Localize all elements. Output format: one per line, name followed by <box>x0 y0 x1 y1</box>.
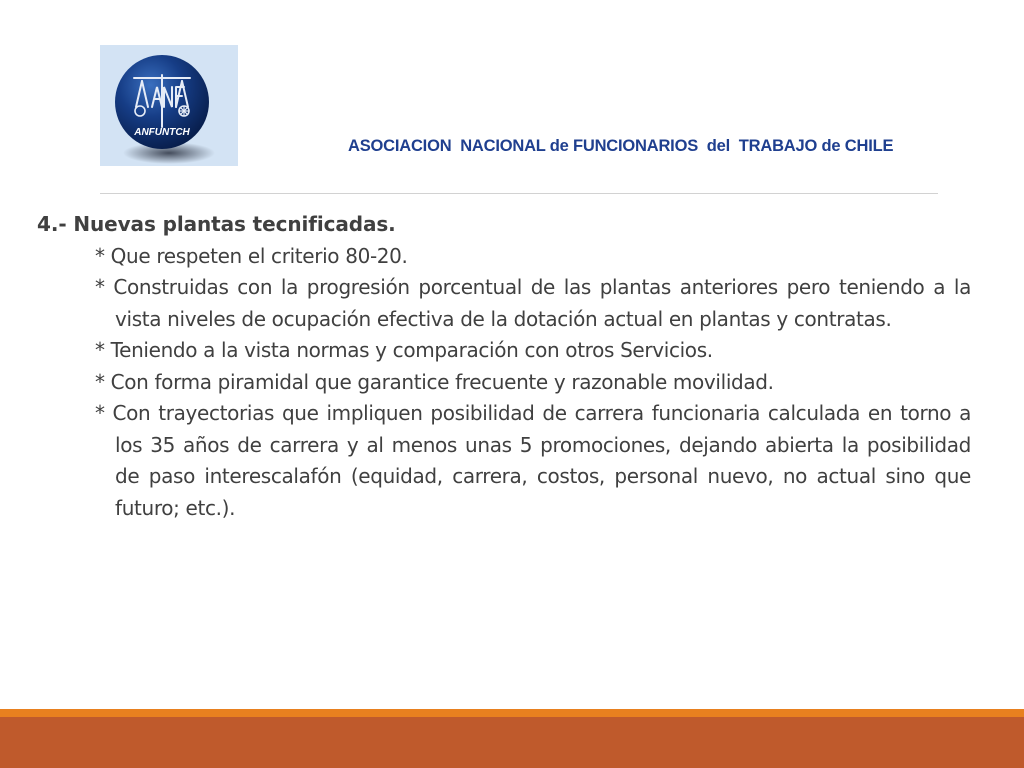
bullet-item: * Con trayectorias que impliquen posibilidad de carrera funcionaria calculada en torno a los 35 años de carrera y al menos unas 5 promociones, dejando abierta la posibilidad de paso interescalafón (equidad, carrera, costos, personal nuevo, no actual sino que futuro; etc.). <box>95 401 971 520</box>
bullet-item: * Que respeten el criterio 80-20. <box>95 243 408 268</box>
bullet-item: * Con forma piramidal que garantice frecuente y razonable movilidad. <box>95 369 774 394</box>
logo-emblem-icon <box>100 45 238 166</box>
bullet-item: * Construidas con la progresión porcentual de las plantas anteriores pero teniendo a la vista niveles de ocupación efectiva de la dotación actual en plantas y contratas. <box>95 275 971 331</box>
anfuntch-logo <box>100 45 238 166</box>
organization-name: ASOCIACION NACIONAL de FUNCIONARIOS del TRABAJO de CHILE <box>348 137 894 155</box>
header-divider <box>100 193 938 194</box>
slide-body <box>37 209 971 524</box>
footer-accent-bar <box>0 709 1024 717</box>
section-heading: 4.- Nuevas plantas tecnificadas. <box>37 212 396 236</box>
svg-text:ANFUNTCH: ANFUNTCH <box>134 127 190 138</box>
footer-bar <box>0 717 1024 768</box>
bullet-item: * Teniendo a la vista normas y comparación con otros Servicios. <box>95 338 713 362</box>
